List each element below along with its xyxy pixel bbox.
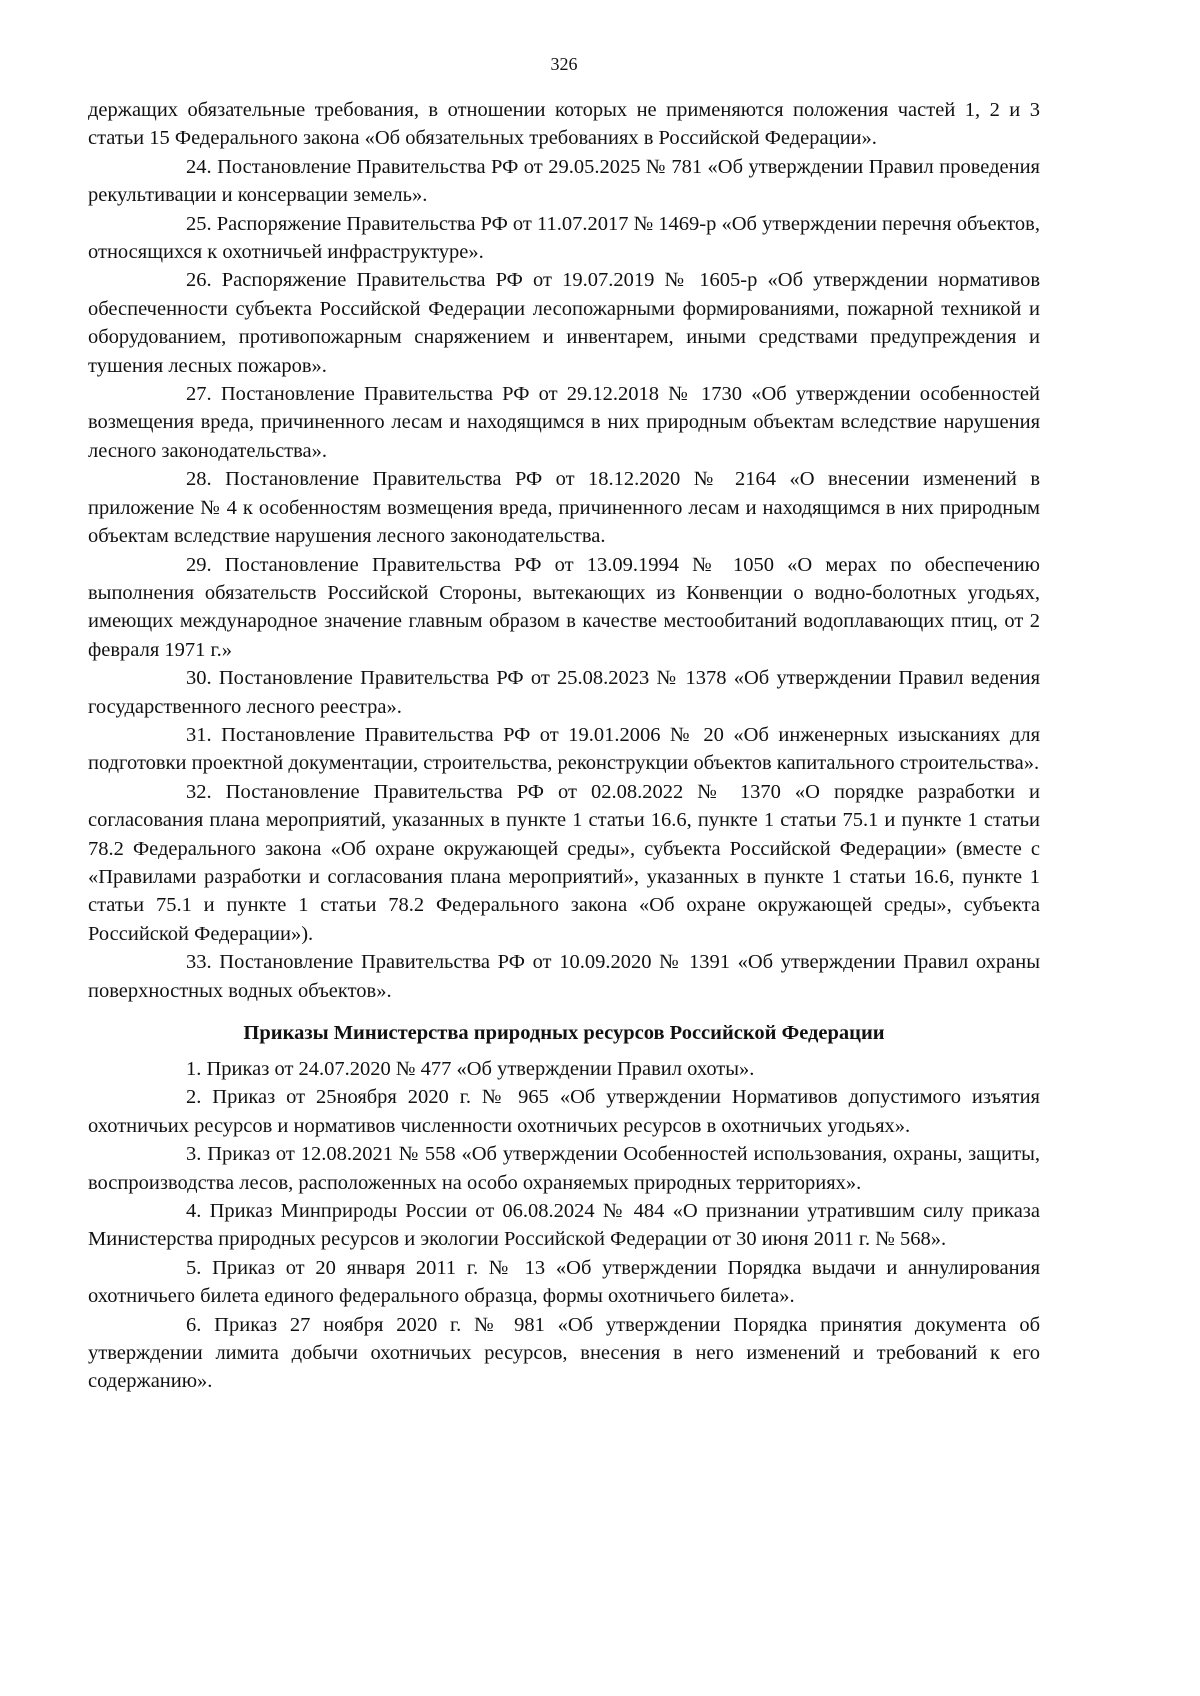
list-item: 33. Постановление Правительства РФ от 10.09.2020 № 1391 «Об утверждении Правил охраны поверхностных водных объектов».: [88, 951, 1040, 1002]
list-item: 30. Постановление Правительства РФ от 25.08.2023 № 1378 «Об утверждении Правил ведения государственного лесного реестра».: [88, 667, 1040, 718]
section-heading: Приказы Министерства природных ресурсов Российской Федерации: [243, 1022, 885, 1044]
list-item: 31. Постановление Правительства РФ от 19.01.2006 № 20 «Об инженерных изысканиях для подготовки проектной документации, строительства, реконструкции объектов капитального строительства».: [88, 723, 1040, 775]
order-item: 3. Приказ от 12.08.2021 № 558 «Об утверждении Особенностей использования, охраны, защиты, воспроизводства лесов, расположенных на особо охраняемых природных территориях».: [88, 1143, 1040, 1194]
list-item: 28. Постановление Правительства РФ от 18.12.2020 № 2164 «О внесении изменений в приложение № 4 к особенностям возмещения вреда, причиненного лесам и находящимся в них природным объектам вследствие нарушения лесного законодательства.: [88, 468, 1040, 548]
order-item: 4. Приказ Минприроды России от 06.08.2024 № 484 «О признании утратившим силу приказа Министерства природных ресурсов и экологии Российской Федерации от 30 июня 2011 г. № 568».: [88, 1200, 1040, 1251]
order-item: 2. Приказ от 25ноября 2020 г. № 965 «Об утверждении Нормативов допустимого изъятия охотничьих ресурсов и нормативов численности охотничьих ресурсов в охотничьих угодьях».: [88, 1086, 1040, 1137]
order-item: 6. Приказ 27 ноября 2020 г. № 981 «Об утверждении Порядка принятия документа об утверждении лимита добычи охотничьих ресурсов, внесения в него изменений и требований к его содержанию».: [88, 1313, 1040, 1393]
list-item: 26. Распоряжение Правительства РФ от 19.07.2019 № 1605-р «Об утверждении нормативов обеспеченности субъекта Российской Федерации лесопожарными формированиями, пожарной техникой и оборудованием, противопожарным снаряжением и инвентарем, иными средствами предупреждения и тушения лесных пожаров».: [88, 269, 1040, 377]
list-item: 24. Постановление Правительства РФ от 29.05.2025 № 781 «Об утверждении Правил проведения рекультивации и консервации земель».: [88, 155, 1040, 207]
list-item: 29. Постановление Правительства РФ от 13.09.1994 № 1050 «О мерах по обеспечению выполнения обязательств Российской Стороны, вытекающих из Конвенции о водно-болотных угодьях, имеющих международное значение главным образом в качестве местообитаний водоплавающих птиц, от 2 февраля 1971 г.»: [88, 553, 1040, 661]
page-number: 326: [550, 54, 578, 74]
list-item: 32. Постановление Правительства РФ от 02.08.2022 № 1370 «О порядке разработки и согласования плана мероприятий, указанных в пункте 1 статьи 16.6, пункте 1 статьи 75.1 и пункте 1 статьи 78.2 Федерального закона «Об охране окружающей среды», субъекта Российской Федерации» (вместе с «Правилами разработки и согласования плана мероприятий», указанных в пункте 1 статьи 16.6, пункте 1 статьи 75.1 и пункте 1 статьи 78.2 Федерального закона «Об охране окружающей среды», субъекта Российской Федерации»).: [88, 780, 1040, 945]
document-page: [88, 52, 1040, 1396]
list-item: 25. Распоряжение Правительства РФ от 11.07.2017 № 1469-р «Об утверждении перечня объектов, относящихся к охотничьей инфраструктуре».: [88, 212, 1040, 264]
order-item: 1. Приказ от 24.07.2020 № 477 «Об утверждении Правил охоты».: [186, 1058, 755, 1080]
order-item: 5. Приказ от 20 января 2011 г. № 13 «Об утверждении Порядка выдачи и аннулирования охотничьего билета единого федерального образца, формы охотничьего билета».: [88, 1256, 1040, 1308]
list-item: 27. Постановление Правительства РФ от 29.12.2018 № 1730 «Об утверждении особенностей возмещения вреда, причиненного лесам и находящимся в них природным объектам вследствие нарушения лесного законодательства».: [88, 383, 1040, 462]
continuation-paragraph: держащих обязательные требования, в отношении которых не применяются положения частей 1, 2 и 3 статьи 15 Федерального закона «Об обязательных требованиях в Российской Федерации».: [88, 99, 1040, 150]
